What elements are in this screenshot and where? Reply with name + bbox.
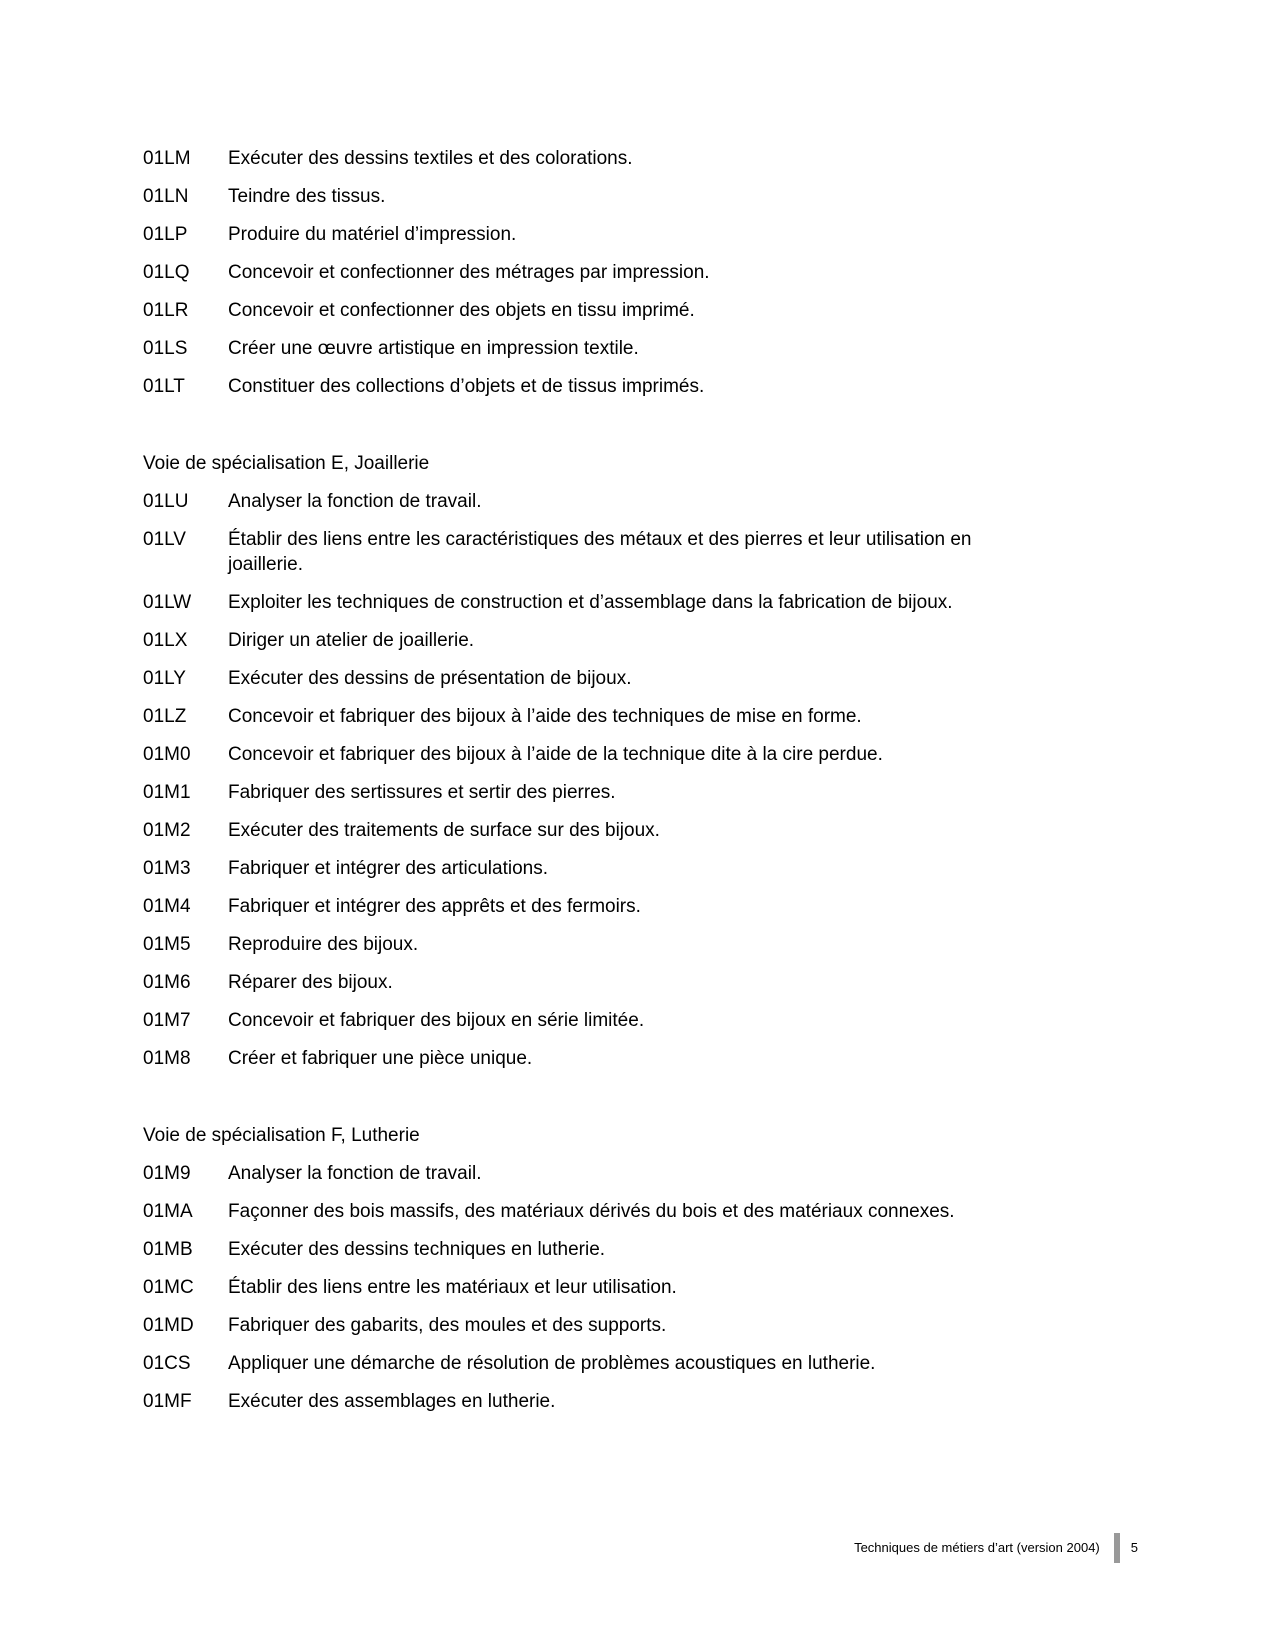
competency-text: Reproduire des bijoux.	[228, 934, 419, 955]
competency-row	[143, 184, 1043, 209]
competency-code: 01LV	[143, 529, 186, 550]
competency-row	[143, 1237, 1043, 1262]
competency-code: 01MC	[143, 1277, 194, 1298]
competency-row	[143, 1046, 1043, 1071]
competency-row	[143, 742, 1043, 767]
competency-text: Établir des liens entre les matériaux et leur utilisation.	[228, 1277, 677, 1298]
competency-text: Exécuter des dessins techniques en lutherie.	[228, 1239, 606, 1260]
footer-divider-bar	[1114, 1533, 1120, 1563]
competency-code: 01LM	[143, 148, 191, 169]
competency-text: Analyser la fonction de travail.	[228, 1163, 482, 1184]
competency-code: 01LX	[143, 630, 188, 651]
competency-text: Façonner des bois massifs, des matériaux dérivés du bois et des matériaux connexes.	[228, 1201, 955, 1222]
competency-row	[143, 666, 1043, 691]
competency-row	[143, 628, 1043, 653]
competency-code: 01LT	[143, 376, 185, 397]
competency-code: 01LN	[143, 186, 189, 207]
section	[143, 1123, 1043, 1414]
competency-row	[143, 146, 1043, 171]
competency-code: 01M2	[143, 820, 191, 841]
competency-row	[143, 932, 1043, 957]
competency-row	[143, 1351, 1043, 1376]
competency-text: Diriger un atelier de joaillerie.	[228, 630, 475, 651]
competency-text: Établir des liens entre les caractéristiques des métaux et des pierres et leur utilisation en joaillerie.	[228, 529, 972, 575]
competency-code: 01MF	[143, 1391, 192, 1412]
competency-text: Concevoir et fabriquer des bijoux à l’aide de la technique dite à la cire perdue.	[228, 744, 883, 765]
section	[143, 451, 1043, 1071]
competency-row	[143, 970, 1043, 995]
competency-text: Créer et fabriquer une pièce unique.	[228, 1048, 533, 1069]
section-heading: Voie de spécialisation F, Lutherie	[143, 1125, 420, 1146]
competency-row	[143, 780, 1043, 805]
competency-row	[143, 1199, 1043, 1224]
competency-code: 01LU	[143, 491, 189, 512]
footer-document-title: Techniques de métiers d’art (version 2004)	[854, 1540, 1100, 1555]
competency-code: 01M8	[143, 1048, 191, 1069]
competency-text: Concevoir et fabriquer des bijoux en série limitée.	[228, 1010, 645, 1031]
competency-code: 01LP	[143, 224, 188, 245]
competency-row	[143, 222, 1043, 247]
competency-text: Fabriquer des sertissures et sertir des pierres.	[228, 782, 616, 803]
competency-code: 01LS	[143, 338, 188, 359]
competency-code: 01MD	[143, 1315, 194, 1336]
competency-row	[143, 374, 1043, 399]
competency-row	[143, 894, 1043, 919]
competency-row	[143, 260, 1043, 285]
competency-code: 01M1	[143, 782, 191, 803]
competency-text: Exécuter des assemblages en lutherie.	[228, 1391, 556, 1412]
competency-code: 01M3	[143, 858, 191, 879]
competency-text: Fabriquer et intégrer des apprêts et des fermoirs.	[228, 896, 641, 917]
competency-text: Exécuter des dessins textiles et des colorations.	[228, 148, 633, 169]
competency-code: 01M4	[143, 896, 191, 917]
section	[143, 146, 1043, 399]
competency-code: 01MB	[143, 1239, 193, 1260]
competency-row	[143, 489, 1043, 514]
competency-text: Teindre des tissus.	[228, 186, 386, 207]
competency-code: 01M6	[143, 972, 191, 993]
competency-row	[143, 1389, 1043, 1414]
competency-row	[143, 1313, 1043, 1338]
competency-row	[143, 298, 1043, 323]
competency-code: 01M9	[143, 1163, 191, 1184]
competency-text: Exploiter les techniques de construction et d’assemblage dans la fabrication de bijoux.	[228, 592, 953, 613]
competency-text: Créer une œuvre artistique en impression textile.	[228, 338, 639, 359]
competency-row	[143, 818, 1043, 843]
section-heading: Voie de spécialisation E, Joaillerie	[143, 453, 430, 474]
competency-code: 01LR	[143, 300, 189, 321]
competency-row	[143, 1275, 1043, 1300]
competency-list	[143, 146, 1043, 1427]
competency-row	[143, 856, 1043, 881]
competency-text: Fabriquer et intégrer des articulations.	[228, 858, 548, 879]
competency-row	[143, 590, 1043, 615]
competency-row	[143, 336, 1043, 361]
competency-code: 01LY	[143, 668, 186, 689]
competency-code: 01MA	[143, 1201, 193, 1222]
page-number: 5	[1130, 1540, 1138, 1555]
competency-text: Exécuter des dessins de présentation de bijoux.	[228, 668, 632, 689]
competency-code: 01LW	[143, 592, 192, 613]
competency-text: Analyser la fonction de travail.	[228, 491, 482, 512]
competency-code: 01M5	[143, 934, 191, 955]
competency-text: Constituer des collections d’objets et de tissus imprimés.	[228, 376, 705, 397]
competency-code: 01M7	[143, 1010, 191, 1031]
competency-text: Réparer des bijoux.	[228, 972, 393, 993]
competency-text: Concevoir et confectionner des métrages par impression.	[228, 262, 710, 283]
competency-code: 01M0	[143, 744, 191, 765]
competency-row	[143, 704, 1043, 729]
competency-row	[143, 1008, 1043, 1033]
competency-text: Appliquer une démarche de résolution de problèmes acoustiques en lutherie.	[228, 1353, 876, 1374]
competency-row	[143, 1161, 1043, 1186]
page-footer	[854, 1533, 1138, 1563]
competency-text: Exécuter des traitements de surface sur des bijoux.	[228, 820, 660, 841]
competency-text: Fabriquer des gabarits, des moules et des supports.	[228, 1315, 667, 1336]
competency-text: Concevoir et confectionner des objets en tissu imprimé.	[228, 300, 695, 321]
competency-text: Produire du matériel d’impression.	[228, 224, 517, 245]
competency-code: 01CS	[143, 1353, 191, 1374]
competency-text: Concevoir et fabriquer des bijoux à l’aide des techniques de mise en forme.	[228, 706, 862, 727]
competency-row	[143, 527, 1043, 577]
competency-code: 01LQ	[143, 262, 190, 283]
competency-code: 01LZ	[143, 706, 187, 727]
